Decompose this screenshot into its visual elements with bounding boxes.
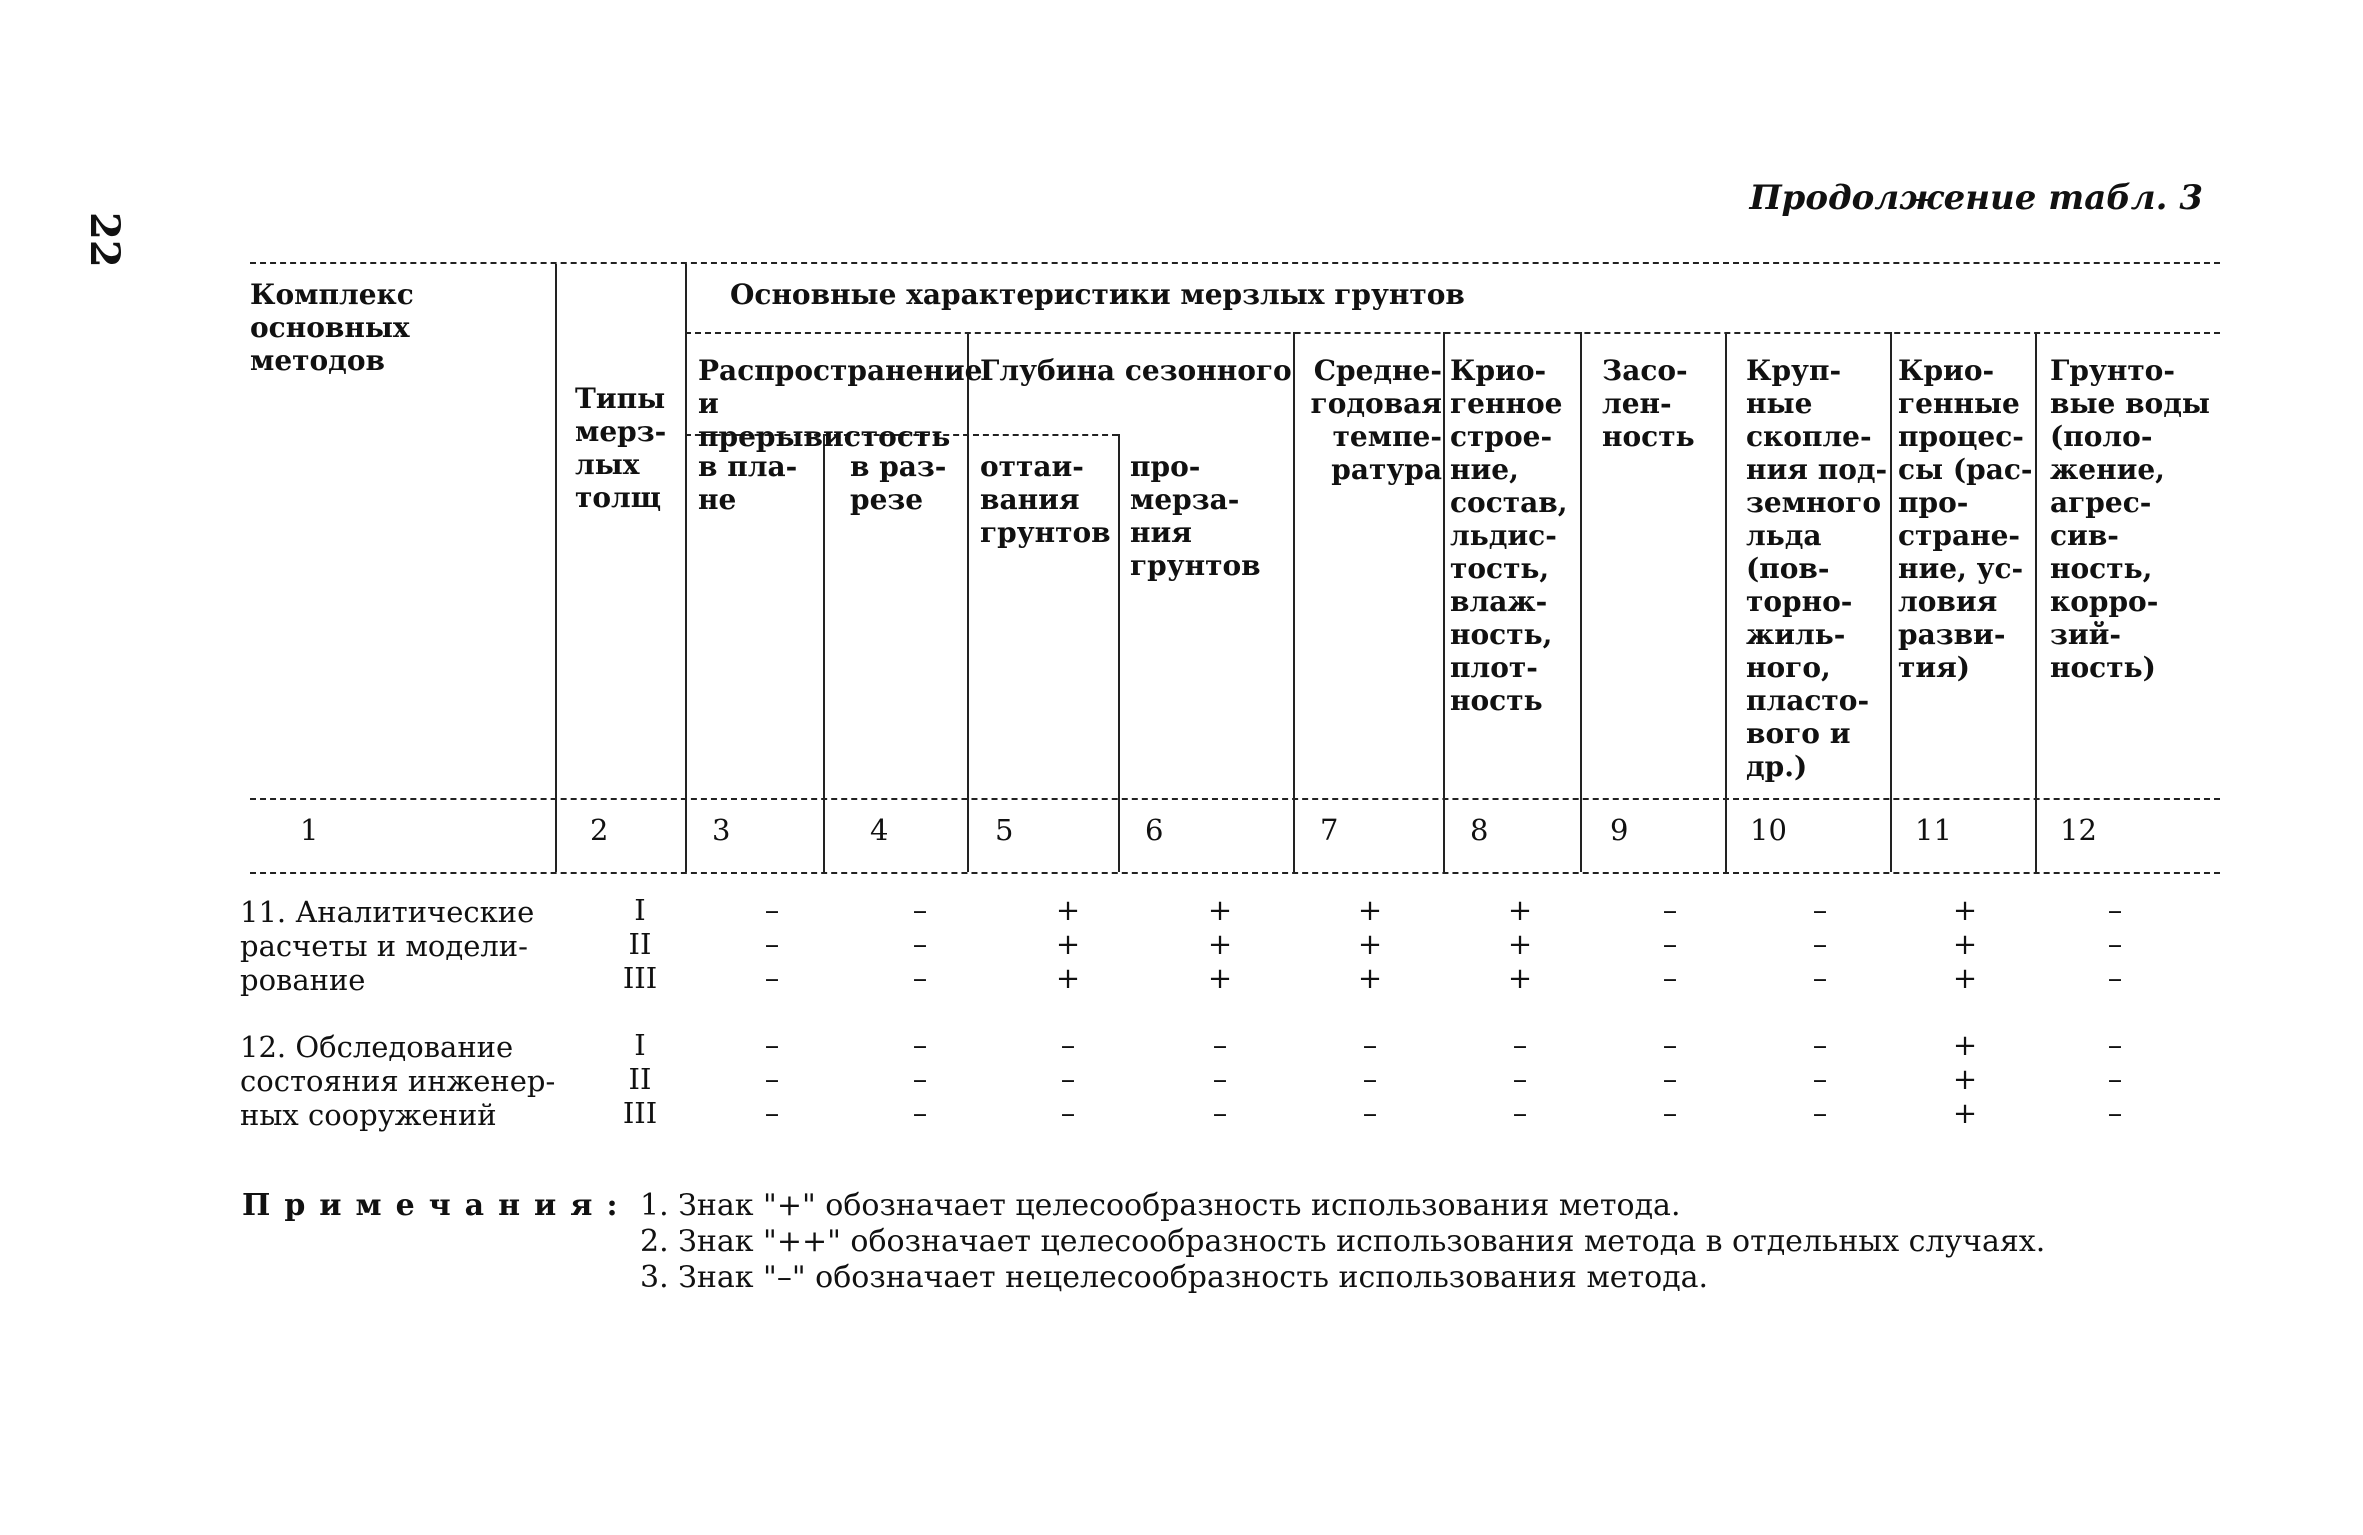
mark-cell: – bbox=[912, 927, 928, 961]
header-salinity: Засо- лен- ность bbox=[1602, 354, 1695, 453]
mark-cell: – bbox=[764, 961, 780, 995]
mark-cell: – bbox=[2107, 1096, 2123, 1130]
column-number: 4 bbox=[870, 813, 889, 847]
page-number: 22 bbox=[81, 212, 128, 268]
mark-cell: – bbox=[2107, 961, 2123, 995]
header-processes: Крио- генные процес- сы (рас- про- стране- ние, ус- ловия разви- тия) bbox=[1898, 354, 2033, 684]
mark-cell: + bbox=[1952, 1096, 1978, 1130]
header-main: Основные характеристики мерзлых грунтов bbox=[730, 278, 1465, 311]
mark-cell: + bbox=[1207, 961, 1233, 995]
frozen-type: II bbox=[628, 1062, 652, 1096]
mark-cell: + bbox=[1952, 893, 1978, 927]
column-number: 7 bbox=[1320, 813, 1339, 847]
column-divider bbox=[555, 264, 557, 872]
mark-cell: – bbox=[912, 961, 928, 995]
header-spread: Распространение и прерывистость bbox=[698, 354, 983, 453]
mark-cell: – bbox=[1512, 1062, 1528, 1096]
mark-cell: – bbox=[2107, 1062, 2123, 1096]
mark-cell: – bbox=[1060, 1062, 1076, 1096]
mark-cell: + bbox=[1357, 961, 1383, 995]
column-number: 6 bbox=[1145, 813, 1164, 847]
mark-cell: – bbox=[2107, 1028, 2123, 1062]
mark-cell: – bbox=[1662, 1062, 1678, 1096]
header-plan: в пла- не bbox=[698, 450, 798, 516]
header-section: в раз- резе bbox=[850, 450, 947, 516]
column-number: 12 bbox=[2060, 813, 2097, 847]
frozen-type: III bbox=[622, 1096, 658, 1130]
mark-cell: – bbox=[1812, 961, 1828, 995]
column-number: 8 bbox=[1470, 813, 1489, 847]
mark-cell: – bbox=[1662, 961, 1678, 995]
mark-cell: + bbox=[1507, 961, 1533, 995]
mark-cell: – bbox=[1060, 1096, 1076, 1130]
column-number: 11 bbox=[1915, 813, 1952, 847]
header-freeze: про- мерза- ния грунтов bbox=[1130, 450, 1261, 582]
mark-cell: – bbox=[2107, 893, 2123, 927]
mark-cell: – bbox=[1362, 1028, 1378, 1062]
mark-cell: – bbox=[1812, 893, 1828, 927]
header-groundwater: Грунто- вые воды (поло- жение, агрес- сив- ность, корро- зий- ность) bbox=[2050, 354, 2210, 684]
column-divider bbox=[1293, 332, 1295, 872]
method-name: 11. Аналитические расчеты и модели- рование bbox=[240, 895, 535, 997]
mark-cell: + bbox=[1507, 893, 1533, 927]
header-types: Типы мерз- лых толщ bbox=[575, 382, 667, 514]
note-item: 2. Знак "++" обозначает целесообразность использования метода в отдельных случаях. bbox=[640, 1224, 2046, 1259]
mark-cell: + bbox=[1507, 927, 1533, 961]
mark-cell: + bbox=[1952, 927, 1978, 961]
note-item: 3. Знак "–" обозначает нецелесообразность использования метода. bbox=[640, 1260, 1709, 1295]
mark-cell: – bbox=[1812, 1096, 1828, 1130]
method-name: 12. Обследование состояния инженер- ных сооружений bbox=[240, 1030, 556, 1132]
notes-label: Примечания: bbox=[242, 1188, 632, 1223]
frozen-type: II bbox=[628, 927, 652, 961]
mark-cell: – bbox=[912, 893, 928, 927]
frozen-type: I bbox=[634, 893, 646, 927]
mark-cell: – bbox=[1662, 1096, 1678, 1130]
frozen-type: III bbox=[622, 961, 658, 995]
column-number: 2 bbox=[590, 813, 609, 847]
mark-cell: – bbox=[1662, 1028, 1678, 1062]
mark-cell: – bbox=[1212, 1028, 1228, 1062]
table-caption: Продолжение табл. 3 bbox=[1749, 178, 2203, 218]
column-divider bbox=[1725, 332, 1727, 872]
mark-cell: + bbox=[1952, 961, 1978, 995]
mark-cell: – bbox=[1662, 893, 1678, 927]
column-divider bbox=[1443, 332, 1445, 872]
mark-cell: – bbox=[764, 927, 780, 961]
mark-cell: – bbox=[764, 893, 780, 927]
header-thaw: оттаи- вания грунтов bbox=[980, 450, 1111, 549]
mark-cell: + bbox=[1055, 927, 1081, 961]
column-divider bbox=[1580, 332, 1582, 872]
number-row-rule bbox=[250, 798, 2220, 800]
mark-cell: – bbox=[1060, 1028, 1076, 1062]
mark-cell: – bbox=[1662, 927, 1678, 961]
header-rule bbox=[685, 332, 2220, 334]
data-table bbox=[250, 262, 2220, 874]
mark-cell: + bbox=[1207, 893, 1233, 927]
mark-cell: – bbox=[912, 1096, 928, 1130]
mark-cell: – bbox=[912, 1062, 928, 1096]
column-number: 1 bbox=[300, 813, 319, 847]
mark-cell: – bbox=[764, 1062, 780, 1096]
mark-cell: + bbox=[1952, 1062, 1978, 1096]
mark-cell: – bbox=[1812, 1028, 1828, 1062]
column-divider bbox=[823, 434, 825, 872]
column-number: 5 bbox=[995, 813, 1014, 847]
mark-cell: – bbox=[764, 1096, 780, 1130]
frozen-type: I bbox=[634, 1028, 646, 1062]
mark-cell: + bbox=[1952, 1028, 1978, 1062]
mark-cell: – bbox=[1512, 1096, 1528, 1130]
header-temp: Средне- годовая темпе- ратура bbox=[1310, 354, 1442, 486]
mark-cell: + bbox=[1357, 893, 1383, 927]
mark-cell: – bbox=[2107, 927, 2123, 961]
header-complex: Комплекс основных методов bbox=[250, 278, 414, 377]
note-item: 1. Знак "+" обозначает целесообразность использования метода. bbox=[640, 1188, 1681, 1223]
header-ice: Круп- ные скопле- ния под- земного льда (пов- торно- жиль- ного, пласто- вого и др.) bbox=[1746, 354, 1888, 783]
mark-cell: – bbox=[1362, 1096, 1378, 1130]
mark-cell: + bbox=[1207, 927, 1233, 961]
mark-cell: + bbox=[1055, 893, 1081, 927]
column-divider bbox=[685, 264, 687, 872]
column-number: 3 bbox=[712, 813, 731, 847]
header-cryo: Крио- генное строе- ние, состав, льдис- тость, влаж- ность, плот- ность bbox=[1450, 354, 1568, 717]
mark-cell: – bbox=[1212, 1096, 1228, 1130]
mark-cell: + bbox=[1357, 927, 1383, 961]
header-depth: Глубина сезонного bbox=[980, 354, 1292, 387]
mark-cell: + bbox=[1055, 961, 1081, 995]
mark-cell: – bbox=[1362, 1062, 1378, 1096]
mark-cell: – bbox=[1212, 1062, 1228, 1096]
column-number: 9 bbox=[1610, 813, 1629, 847]
mark-cell: – bbox=[1812, 927, 1828, 961]
column-number: 10 bbox=[1750, 813, 1787, 847]
mark-cell: – bbox=[1512, 1028, 1528, 1062]
notes-list bbox=[640, 1188, 2045, 1296]
mark-cell: – bbox=[912, 1028, 928, 1062]
mark-cell: – bbox=[1812, 1062, 1828, 1096]
mark-cell: – bbox=[764, 1028, 780, 1062]
column-divider bbox=[1890, 332, 1892, 872]
